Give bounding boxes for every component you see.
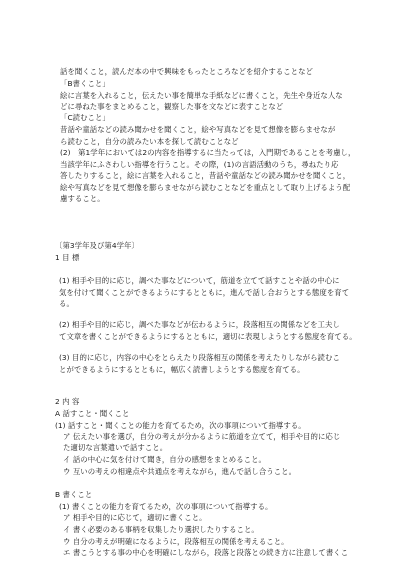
goal-line: (3) 目的に応じ，内容の中心をとらえたり段落相互の関係を考えたりしながら読むこ (59, 353, 340, 362)
goal-line: る。 (59, 299, 74, 308)
content-line: イ 話の中心に気を付けて聞き，自分の感想をまとめること。 (63, 455, 267, 464)
content-line: ウ 自分の考えが明確になるように，段落相互の関係を考えること。 (63, 537, 289, 546)
text-line: 慮すること。 (60, 194, 105, 203)
content-line: イ 書く必要のある事柄を収集したり選択したりすること。 (63, 525, 259, 534)
goal-line: (1) 相手や目的に応じ，調べた事などについて，筋道を立てて話すことや話の中心に (59, 276, 340, 285)
goals-heading: 1 目 標 (55, 253, 80, 262)
text-line: 絵や写真などを見て想像を膨らませながら読むことなどを重点として取り上げるよう配 (60, 183, 351, 192)
text-line: ら読むこと，自分の読みたい本を探して読むことなど (60, 137, 239, 146)
text-line: 昔話や童話などの読み聞かせを聞くこと，絵や写真などを見て想像を膨らませなが (60, 125, 336, 134)
goal-line: 気を付けて聞くことができるようにするとともに，進んで話し合おうとする態度を育て (59, 288, 350, 297)
subsection-title-writing: B 書くこと (55, 490, 93, 499)
subsection-title-speaking-listening: A 話すこと・聞くこと (55, 409, 130, 418)
text-line: 絵に言葉を入れること，伝えたい事を簡単な手紙などに書くこと，先生や身近な人な (60, 91, 343, 100)
content-line: ア 伝えたい事を選び，自分の考えが分かるように筋道を立てて，相手や目的に応じ (63, 432, 341, 441)
goal-line: とができるようにするとともに，幅広く読書しようとする態度を育てる。 (59, 365, 305, 374)
section-heading: 〔第3学年及び第4学年〕 (55, 241, 139, 250)
goal-line: (2) 相手や目的に応じ，調べた事などが伝わるように，段落相互の関係などを工夫し (59, 320, 340, 329)
text-line: 「C読むこと」 (60, 113, 110, 122)
text-line: 答したりすること，絵に言葉を入れること，昔話や童話などの読み聞かせを聞くこと， (60, 171, 351, 180)
contents-heading: 2 内 容 (55, 397, 80, 406)
content-line: た適切な言葉遣いで話すこと。 (63, 443, 168, 452)
text-line: 話を聞くこと，読んだ本の中で興味をもったところなどを紹介することなど (60, 67, 313, 76)
content-line: エ 書こうとする事の中心を明確にしながら，段落と段落との続き方に注意して書くこ (63, 548, 349, 557)
content-line: ウ 互いの考えの相違点や共通点を考えながら，進んで話し合うこと。 (63, 467, 297, 476)
text-line: どに尋ねた事をまとめること，観察した事を文などに表すことなど (60, 102, 284, 111)
content-line: (1) 話すこと・聞くことの能力を育てるため，次の事項について指導する。 (55, 421, 306, 430)
content-line: (1) 書くことの能力を育てるため，次の事項について指導する。 (59, 502, 273, 511)
text-line: 「B書くこと」 (60, 79, 110, 88)
goal-line: て文章を書くことができるようにするとともに，適切に表現しようとする態度を育てる。 (59, 332, 357, 341)
content-line: ア 相手や目的に応じて，適切に書くこと。 (63, 513, 207, 522)
text-line: 当該学年にふさわしい指導を行うこと。その際，(1)の言語活動のうち，尋ねたり応 (60, 160, 339, 169)
text-line: (2) 第1学年においては2の内容を指導するに当たっては，入門期であることを考慮し， (60, 148, 356, 157)
